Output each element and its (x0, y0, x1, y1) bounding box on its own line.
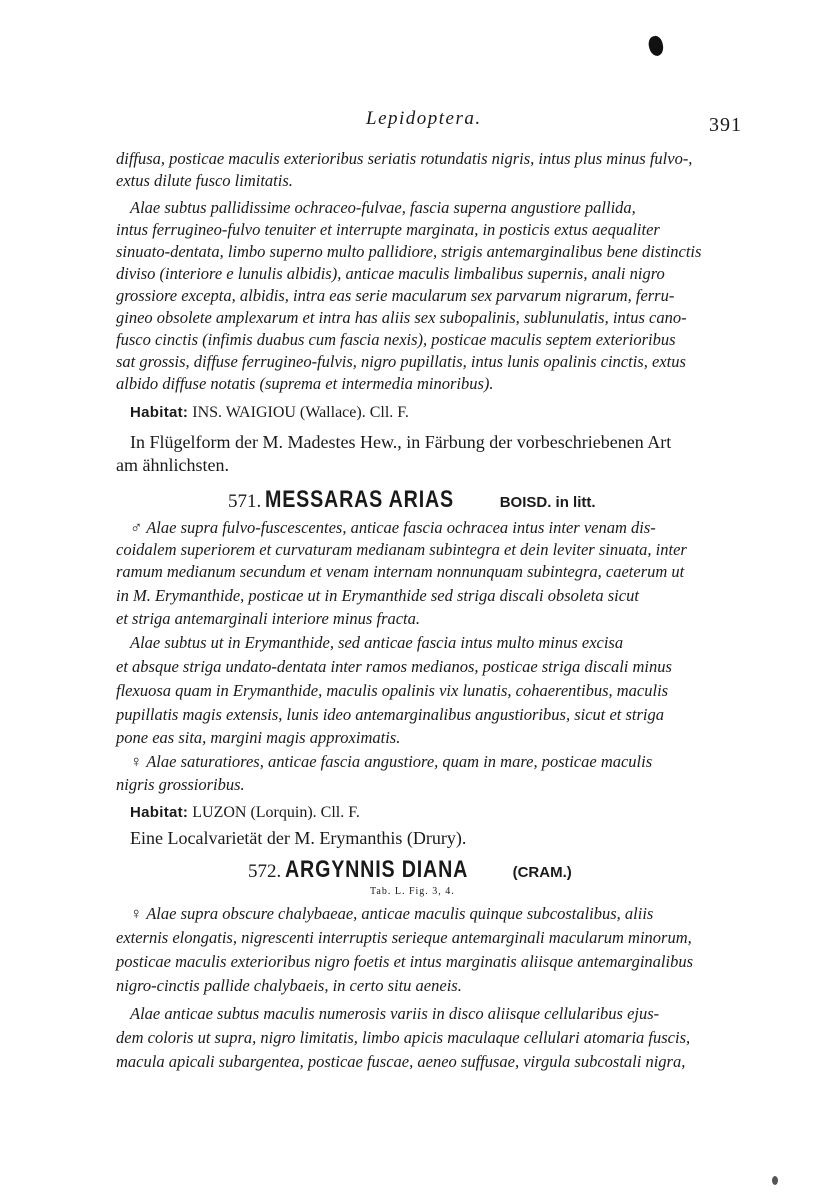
running-header-title: Lepidoptera. (366, 108, 482, 129)
species-author: (CRAM.) (512, 864, 572, 881)
text-line: pone eas sita, margini magis approximatis. (116, 728, 401, 747)
species-name: ARGYNNIS DIANA (285, 856, 469, 883)
species-number: 571. (228, 491, 262, 512)
species-heading (248, 856, 572, 884)
text-line: dem coloris ut supra, nigro limitatis, limbo apicis maculaque cellulari atomaria fuscis, (116, 1028, 691, 1047)
text-line: posticae maculis exterioribus nigro foetis et intus marginatis aliisque antemarginalibus (116, 952, 694, 971)
note-line: In Flügelform der M. Madestes Hew., in Färbung der vorbeschriebenen Art (130, 432, 672, 452)
text-line: extus dilute fusco limitatis. (116, 171, 293, 190)
habitat-label: Habitat: (130, 404, 189, 421)
text-line: et absque striga undato-dentata inter ramos medianos, posticae striga discali minus (116, 657, 672, 676)
habitat-label: Habitat: (130, 804, 189, 821)
habitat-text: LUZON (Lorquin). Cll. F. (192, 804, 360, 821)
habitat-text: INS. WAIGIOU (Wallace). Cll. F. (192, 404, 409, 421)
habitat-line (130, 404, 409, 422)
text-line: pupillatis magis extensis, lunis ideo antemarginalibus angustioribus, sicut et striga (116, 705, 665, 724)
text-line: Alae subtus pallidissime ochraceo-fulvae, fascia superna angustiore pallida, (130, 198, 636, 217)
text-line: gineo obsolete amplexarum et intra has aliis sex subopalinis, sublunulatis, intus cano- (116, 308, 687, 327)
text-line: macula apicali subargentea, posticae fuscae, aeneo suffusae, virgula subcostali nigra, (116, 1052, 686, 1071)
text-line: grossiore excepta, albidis, intra eas serie macularum sex parvarum nigrarum, ferru- (116, 286, 675, 305)
text-line: in M. Erymanthide, posticae ut in Erymanthide sed striga discali obsoleta sicut (116, 586, 639, 605)
plate-reference: Tab. L. Fig. 3, 4. (370, 886, 455, 897)
text-line: nigris grossioribus. (116, 775, 245, 794)
text-line: ♀ Alae saturatiores, anticae fascia angustiore, quam in mare, posticae maculis (130, 752, 653, 771)
ink-blot (647, 35, 666, 58)
species-number: 572. (248, 861, 282, 882)
text-line: diffusa, posticae maculis exterioribus seriatis rotundatis nigris, intus plus minus fulvo-, (116, 149, 693, 168)
text-line: sinuato-dentata, limbo superno multo pallidiore, strigis antemarginalibus bene distinctis (116, 242, 702, 261)
text-line: flexuosa quam in Erymanthide, maculis opalinis vix lunatis, cohaerentibus, maculis (116, 681, 669, 700)
text-line: Alae subtus ut in Erymanthide, sed anticae fascia intus multo minus excisa (130, 633, 624, 652)
text-line: Alae anticae subtus maculis numerosis variis in disco aliisque cellularibus ejus- (130, 1004, 660, 1023)
ink-speck (772, 1176, 778, 1185)
text-line: nigro-cinctis pallide chalybaeis, in certo situ aeneis. (116, 976, 462, 995)
text-line: externis elongatis, nigrescenti interruptis serieque antemarginali macularum minorum, (116, 928, 692, 947)
text-line: ♂ Alae supra fulvo-fuscescentes, anticae fascia ochracea intus inter venam dis- (130, 518, 656, 537)
text-line: ♀ Alae supra obscure chalybaeae, anticae maculis quinque subcostalibus, aliis (130, 904, 654, 923)
note-line: am ähnlichsten. (116, 455, 229, 475)
text-line: et striga antemarginali interiore minus fracta. (116, 609, 421, 628)
text-line: ramum medianum secundum et venam internam nonnunquam subintegra, caeterum ut (116, 562, 685, 581)
text-line: diviso (interiore e lunulis albidis), anticae maculis limbalibus supernis, anali nigro (116, 264, 665, 283)
text-line: fusco cinctis (infimis duabus cum fascia nexis), posticae maculis septem exterioribus (116, 330, 676, 349)
page-number: 391 (709, 114, 742, 136)
species-name: MESSARAS ARIAS (265, 486, 455, 513)
note-line: Eine Localvarietät der M. Erymanthis (Drury). (130, 828, 467, 848)
text-line: albido diffuse notatis (suprema et intermedia minoribus). (116, 374, 494, 393)
species-heading (228, 486, 596, 514)
habitat-line (130, 804, 360, 822)
species-author: BOISD. in litt. (499, 494, 596, 511)
text-line: sat grossis, diffuse ferrugineo-fulvis, nigro pupillatis, intus lunis opalinis cinctis, extus (116, 352, 686, 371)
text-line: intus ferrugineo-fulvo tenuiter et interrupte marginata, in posticis extus aequaliter (116, 220, 660, 239)
text-line: coidalem superiorem et curvaturam medianam subintegra et dein leviter sinuata, inter (116, 540, 687, 559)
